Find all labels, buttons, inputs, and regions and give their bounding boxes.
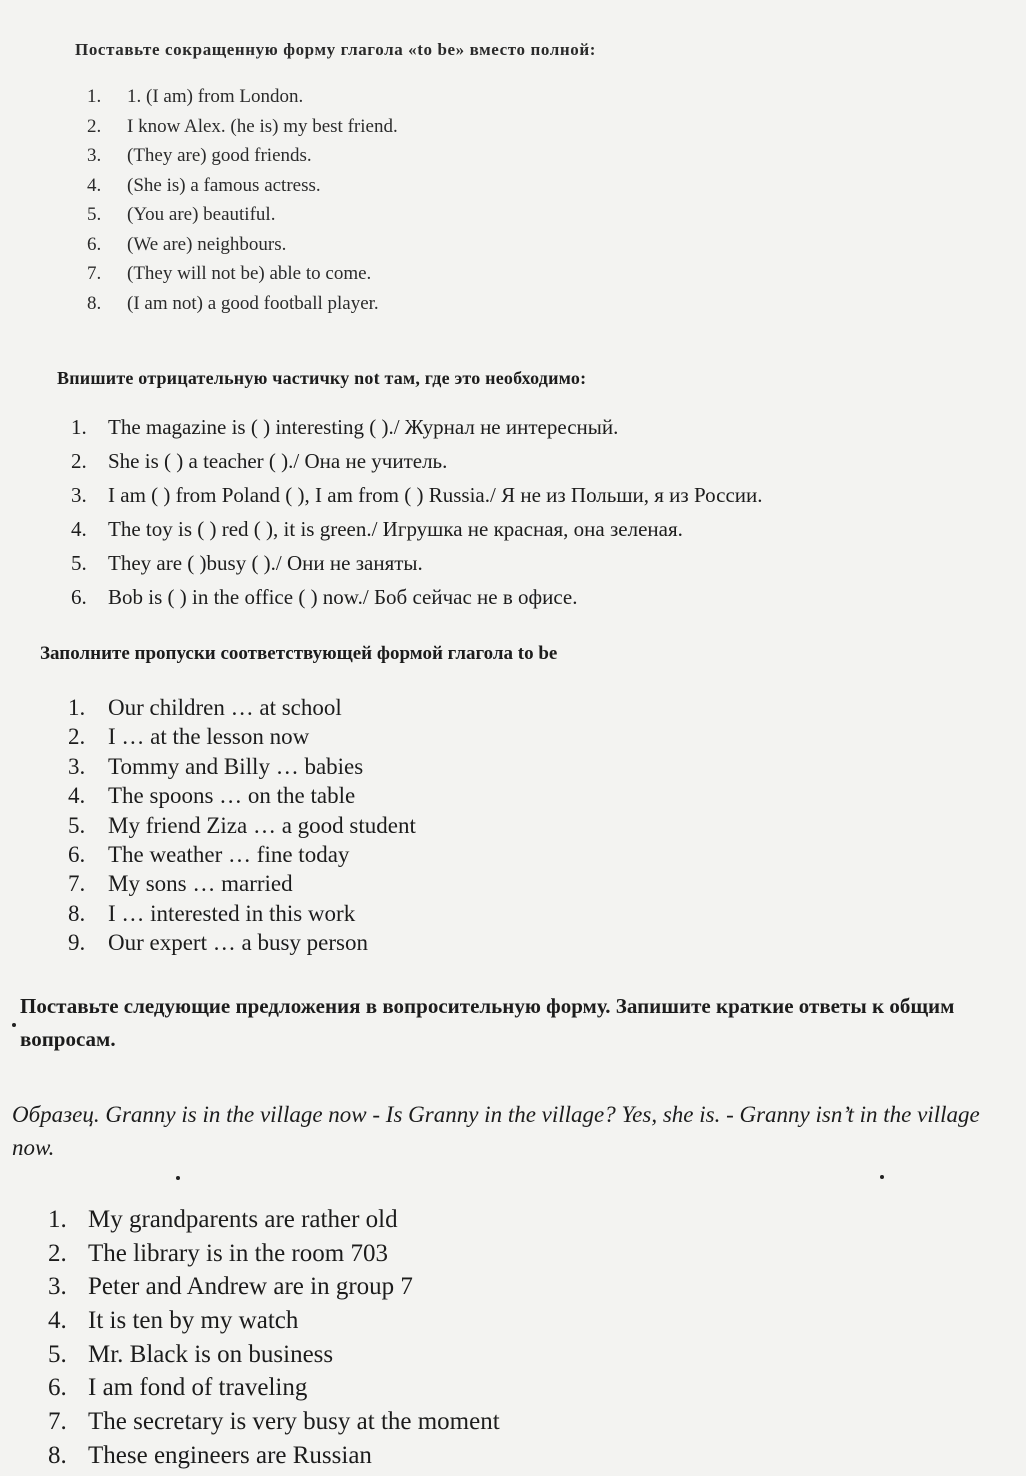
exercise-contractions — [75, 40, 596, 322]
exercise-list — [87, 86, 596, 322]
list-item: 7. My sons … married — [68, 871, 293, 897]
list-item: 2. I know Alex. (he is) my best friend. — [87, 115, 398, 137]
exercise-heading: Поставьте следующие предложения в вопросительную форму. Запишите краткие ответы к общим вопросам. — [20, 994, 955, 1051]
list-item: 4. (She is) a famous actress. — [87, 174, 321, 196]
list-item: 7. The secretary is very busy at the moment — [48, 1408, 500, 1436]
list-item: 5. My friend Ziza … a good student — [68, 812, 416, 838]
list-item: 6. (We are) neighbours. — [87, 233, 287, 255]
list-item: 1. Our children … at school — [68, 695, 342, 720]
list-item: 3. Tommy and Billy … babies — [68, 753, 364, 779]
list-item: 3. (They are) good friends. — [87, 145, 312, 166]
exercise-heading: Заполните пропуски соответствующей формой глагола to be — [40, 643, 558, 664]
exercise-list — [71, 415, 763, 619]
list-item: 1. 1. (I am) from London. — [87, 86, 304, 107]
list-item: 7. (They will not be) able to come. — [87, 263, 372, 284]
list-item: 8. These engineers are Russian — [48, 1441, 372, 1469]
list-item: 4. It is ten by my watch — [48, 1307, 299, 1335]
list-item: 8. (I am not) a good football player. — [87, 292, 379, 314]
list-item: 6. Bob is ( ) in the office ( ) now./ Боб сейчас не в офисе. — [71, 585, 578, 609]
list-item: 5. (You are) beautiful. — [87, 204, 276, 225]
list-item: 3. I am ( ) from Poland ( ), I am from ( ) Russia./ Я не из Польши, я из России. — [71, 483, 763, 507]
list-item: 5. Mr. Black is on business — [48, 1340, 334, 1368]
list-item: 1. My grandparents are rather old — [48, 1206, 398, 1233]
exercise-list — [48, 1206, 1020, 1476]
list-item: 2. I … at the lesson now — [68, 724, 310, 750]
list-item: 9. Our expert … a busy person — [68, 930, 368, 956]
paper-speck — [176, 1176, 180, 1180]
list-item: 4. The toy is ( ) red ( ), it is green./ Игрушка не красная, она зеленая. — [71, 517, 683, 541]
list-item: 6. The weather … fine today — [68, 841, 350, 867]
exercise-questions — [12, 990, 1020, 1476]
list-item: 5. They are ( )busy ( )./ Они не заняты. — [71, 551, 423, 575]
paper-speck — [880, 1175, 884, 1179]
list-item: 2. She is ( ) a teacher ( )./ Она не учитель. — [71, 449, 448, 473]
list-item: 3. Peter and Andrew are in group 7 — [48, 1273, 413, 1301]
list-item: 6. I am fond of traveling — [48, 1374, 308, 1402]
exercise-negation — [57, 368, 763, 619]
paper-speck — [12, 1023, 16, 1027]
example-text: Образец. Granny is in the village now - Is Granny in the village? Yes, she is. - Granny isn’t in the village now. — [12, 1102, 980, 1160]
exercise-list — [68, 695, 557, 960]
exercise-heading: Поставьте сокращенную форму глагола «to be» вместо полной: — [75, 40, 597, 59]
exercise-fill-in — [40, 643, 557, 960]
list-item: 2. The library is in the room 703 — [48, 1239, 388, 1267]
list-item: 8. I … interested in this work — [68, 900, 356, 926]
list-item: 4. The spoons … on the table — [68, 783, 356, 809]
list-item: 1. The magazine is ( ) interesting ( )./ Журнал не интересный. — [71, 415, 619, 439]
exercise-heading: Впишите отрицательную частичку not там, где это необходимо: — [57, 368, 587, 388]
